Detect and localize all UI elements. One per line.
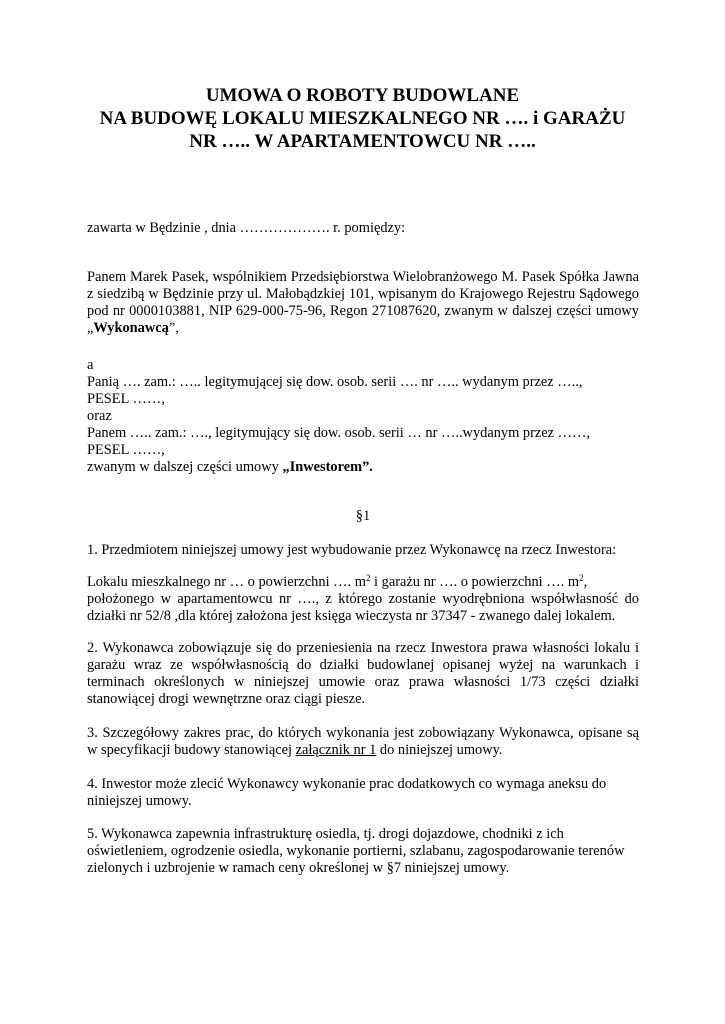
paragraph-4-line-2: niniejszej umowy. — [87, 793, 192, 809]
investor1-line-2: PESEL ……, — [87, 391, 165, 407]
title-line-2: NA BUDOWĘ LOKALU MIESZKALNEGO NR …. i GARAŻU — [99, 108, 626, 129]
investor-role-prefix: zwanym w dalszej części umowy — [87, 459, 283, 475]
p1b-sup-2: 2 — [579, 573, 584, 583]
p1b-part-a: Lokalu mieszkalnego nr … o powierzchni …. m — [87, 574, 366, 590]
p1b-sup-1: 2 — [365, 573, 371, 583]
paragraph-1: 1. Przedmiotem niniejszej umowy jest wybudowanie przez Wykonawcę na rzecz Inwestora: — [87, 542, 617, 558]
party-a-connector: a — [87, 357, 94, 373]
investor-role: „Inwestorem”. — [282, 459, 373, 475]
document-title — [60, 84, 665, 153]
investor1-line-1: Panią …. zam.: ….. legitymującej się dow. osob. serii …. nr ….. wydanym przez ….., — [87, 374, 583, 390]
parties-block — [87, 357, 639, 476]
contractor-text: Panem Marek Pasek, wspólnikiem Przedsiębiorstwa Wielobranżowego M. Pasek Spółka Jawna z siedzibą w Będzinie przy ul. Małobądzkiej 101, wpisanym do Krajowego Rejestru Sądowego pod nr 0000103881, NIP 629-000-75-96, Regon 271087620, zwanym w dalszej części umowy — [87, 269, 639, 319]
paragraph-5-line-3: zielonych i uzbrojenie w ramach ceny określonej w §7 niniejszej umowy. — [87, 860, 510, 876]
p3-part-b: do niniejszej umowy. — [376, 742, 503, 758]
paragraph-1-details — [87, 574, 639, 625]
paragraph-3 — [87, 725, 639, 759]
p3-part-a: 3. Szczegółowy zakres prac, do których wykonania jest zobowiązany Wykonawca, opisane są w specyfikacji budowy stanowiącej — [87, 725, 639, 758]
paragraph-5-line-1: 5. Wykonawca zapewnia infrastrukturę osiedla, tj. drogi dojazdowe, chodniki z ich — [87, 826, 564, 842]
title-line-3: NR ….. W APARTAMENTOWCU NR ….. — [189, 131, 536, 152]
p3-attachment-reference: załącznik nr 1 — [295, 742, 377, 758]
investor-role-line — [87, 459, 639, 476]
party-oraz-connector: oraz — [87, 408, 112, 424]
contractor-paragraph — [87, 269, 639, 337]
intro-line: zawarta w Będzinie , dnia ………………. r. pomiędzy: — [87, 220, 406, 236]
paragraph-1-details-rest: położonego w apartamentowcu nr …., z którego zostanie wyodrębniona współwłasność do działki nr 52/8 ,dla której założona jest księga wieczysta nr 37347 - zwanego dalej lokalem. — [87, 591, 639, 624]
paragraph-4-line-1: 4. Inwestor może zlecić Wykonawcy wykonanie prac dodatkowych co wymaga aneksu do — [87, 776, 607, 792]
paragraph-5 — [87, 826, 639, 877]
section-heading: §1 — [355, 508, 371, 524]
p1b-part-b: i garażu nr …. o powierzchni …. m — [370, 574, 580, 590]
paragraph-4 — [87, 776, 639, 810]
contractor-quote-open: „ — [87, 320, 94, 336]
investor2-line-2: PESEL ……, — [87, 442, 165, 458]
paragraph-5-line-2: oświetleniem, ogrodzenie osiedla, wykonanie portierni, szlabanu, zagospodarowanie terenów — [87, 843, 625, 859]
p1b-part-c: , — [583, 574, 588, 590]
paragraph-2: 2. Wykonawca zobowiązuje się do przeniesienia na rzecz Inwestora prawa własności lokalu i garażu wraz ze współwłasnością do działki budowlanej opisanej wyżej na warunkach i terminach określonych w niniejszej umowie oraz prawa własności 1/73 części działki stanowiącej drogi wewnętrzne oraz ciągi piesze. — [87, 640, 639, 707]
contractor-role: Wykonawcą — [93, 320, 169, 336]
contractor-quote-close: ”, — [168, 320, 179, 336]
title-line-1: UMOWA O ROBOTY BUDOWLANE — [205, 85, 520, 106]
investor2-line-1: Panem ….. zam.: …., legitymujący się dow. osob. serii … nr …..wydanym przez ……, — [87, 425, 591, 441]
paragraph-1-details-line-1 — [87, 574, 639, 591]
